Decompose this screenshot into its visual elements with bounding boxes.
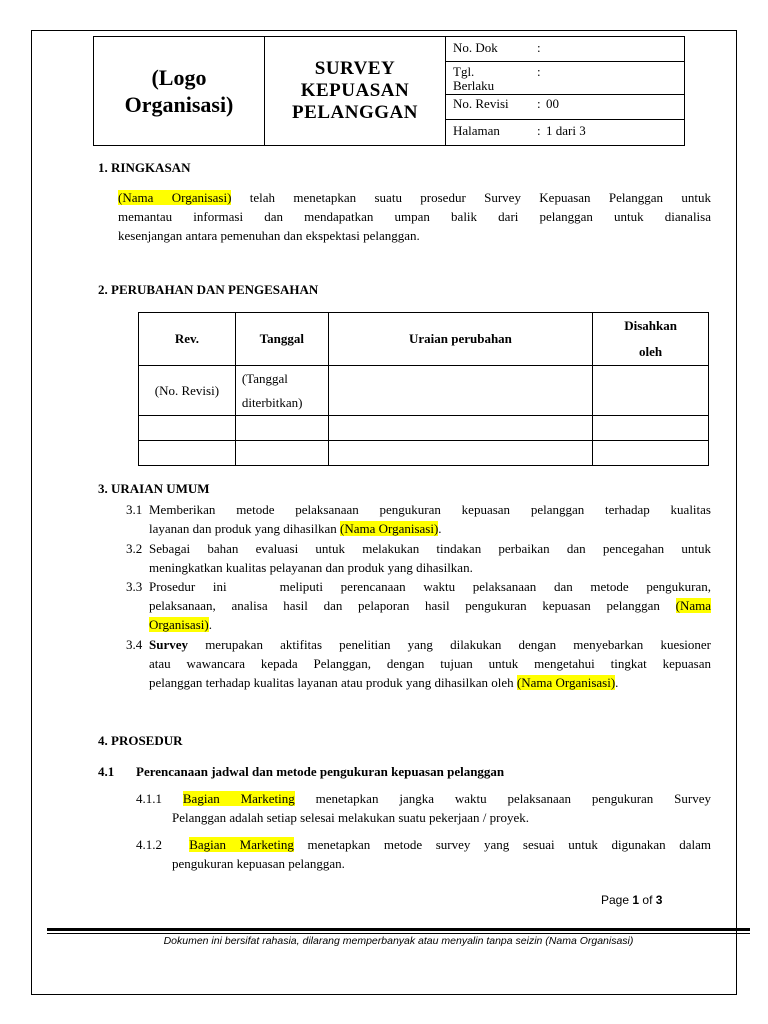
item-text: Prosedur ini meliputi perencanaan waktu pelaksanaan dan metode pengukuran, (149, 579, 711, 594)
highlight-department: Bagian Marketing (182, 791, 295, 806)
cell-empty (139, 416, 236, 441)
meta-value: 1 dari 3 (546, 123, 586, 138)
list-item-3-4 (126, 635, 711, 695)
header-tanggal: Tanggal (235, 313, 328, 366)
section-4-heading: 4. PROSEDUR (98, 733, 183, 748)
table-row (139, 416, 709, 441)
list-item-3-3 (126, 577, 711, 637)
header-disahkan-1: Disahkan (624, 318, 677, 333)
section-3-heading: 3. URAIAN UMUM (98, 481, 210, 496)
document-title (265, 37, 446, 145)
subsection-4-1-number: 4.1 (98, 764, 115, 779)
item-number: 4.1.2 (136, 837, 162, 852)
item-text: Pelanggan adalah setiap selesai melakukan suatu pekerjaan / proyek. (172, 810, 530, 825)
meta-colon: : (537, 96, 541, 111)
cell-empty (139, 441, 236, 466)
highlight-org-name: (Nama (675, 598, 711, 613)
highlight-org-name: (Nama Organisasi) (339, 521, 439, 536)
cell-empty (328, 441, 592, 466)
footer-confidential-note: Dokumen ini bersifat rahasia, dilarang memperbanyak atau menyalin tanpa seizin (Nama Organisasi) (163, 935, 634, 947)
item-number: 3.2 (126, 541, 143, 556)
meta-key: Tgl. (453, 64, 475, 79)
item-number: 3.3 (126, 579, 143, 594)
highlight-org-name: (Nama Organisasi) (118, 190, 232, 205)
meta-tgl-berlaku (446, 62, 684, 95)
cell-empty (593, 416, 709, 441)
item-text: atau wawancara kepada Pelanggan, dengan tujuan untuk mengetahui tingkat kepuasan (149, 656, 711, 671)
list-item-4-1-2 (136, 835, 711, 875)
meta-no-dok (446, 37, 684, 62)
item-text: pelanggan terhadap kualitas layanan atau produk yang dihasilkan oleh (149, 675, 514, 690)
meta-key: Halaman (453, 123, 500, 138)
cell-tanggal-2: diterbitkan) (241, 394, 303, 410)
header-rev: Rev. (139, 313, 236, 366)
item-text: Sebagai bahan evaluasi untuk melakukan tindakan perbaikan dan pencegahan untuk (149, 541, 711, 556)
header-disahkan (593, 313, 709, 366)
item-text: Memberikan metode pelaksanaan pengukuran kepuasan pelanggan terhadap kualitas (149, 502, 711, 517)
cell-empty (235, 416, 328, 441)
item-text: . (615, 675, 619, 690)
page-indicator (601, 893, 662, 907)
meta-key-2: Berlaku (453, 78, 495, 93)
meta-value: 00 (546, 96, 559, 111)
para-text: memantau informasi dan mendapatkan umpan balik dari pelanggan untuk dianalisa (118, 209, 711, 224)
page-of-label: of (642, 893, 653, 907)
item-text: merupakan aktifitas penelitian yang dilakukan dengan menyebarkan kuesioner (205, 637, 711, 652)
cell-tanggal-1: (Tanggal (241, 370, 288, 386)
item-text: menetapkan jangka waktu pelaksanaan pengukuran Survey (315, 791, 711, 806)
item-text: menetapkan metode survey yang sesuai untuk digunakan dalam (307, 837, 712, 852)
cell-tanggal (235, 366, 328, 416)
highlight-org-name: Organisasi) (149, 617, 209, 632)
item-text: meningkatkan kualitas pelayanan dan produk yang dihasilkan. (149, 560, 473, 575)
section-2-heading: 2. PERUBAHAN DAN PENGESAHAN (98, 282, 319, 297)
page-total: 3 (655, 893, 663, 907)
meta-key: No. Revisi (453, 96, 509, 111)
item-text: . (438, 521, 442, 536)
document-header (93, 36, 685, 146)
meta-halaman (446, 120, 684, 145)
footer-rule-thin (47, 933, 750, 934)
highlight-org-name: (Nama Organisasi) (516, 675, 616, 690)
meta-no-revisi (446, 95, 684, 120)
item-bold-term: Survey (149, 637, 188, 652)
page-label: Page (601, 893, 630, 907)
item-number: 3.1 (126, 502, 143, 517)
item-text: layanan dan produk yang dihasilkan (149, 521, 337, 536)
meta-colon: : (537, 64, 541, 79)
subsection-4-1-title: Perencanaan jadwal dan metode pengukuran kepuasan pelanggan (136, 764, 505, 779)
section-1-heading: 1. RINGKASAN (98, 160, 191, 175)
header-uraian: Uraian perubahan (328, 313, 592, 366)
logo-line-1: (Logo (151, 65, 207, 90)
list-item-3-1 (126, 500, 711, 540)
logo-placeholder (94, 37, 265, 145)
item-text: pelaksanaan, analisa hasil dan pelaporan hasil pengukuran kepuasan pelanggan (149, 598, 660, 613)
title-line-2: KEPUASAN (300, 80, 410, 101)
document-meta (446, 37, 684, 145)
title-line-1: SURVEY (314, 58, 396, 79)
revision-table (138, 312, 709, 466)
meta-colon: : (537, 123, 541, 138)
meta-key: No. Dok (453, 40, 498, 55)
header-disahkan-2: oleh (639, 344, 663, 359)
item-number: 4.1.1 (136, 791, 162, 806)
cell-uraian (328, 366, 592, 416)
table-header-row (139, 313, 709, 366)
para-text: telah menetapkan suatu prosedur Survey Kepuasan Pelanggan untuk (249, 190, 711, 205)
item-number: 3.4 (126, 637, 143, 652)
cell-empty (235, 441, 328, 466)
table-row (139, 366, 709, 416)
cell-rev: (No. Revisi) (139, 366, 236, 416)
title-line-3: PELANGGAN (292, 102, 418, 123)
list-item-4-1-1 (136, 789, 711, 829)
table-row (139, 441, 709, 466)
cell-empty (328, 416, 592, 441)
cell-empty (593, 441, 709, 466)
item-text: . (208, 617, 212, 632)
section-1-paragraph (118, 188, 711, 245)
highlight-department: Bagian Marketing (189, 837, 294, 852)
para-text: kesenjangan antara pemenuhan dan ekspektasi pelanggan. (118, 228, 420, 243)
footer-rule-thick (47, 928, 750, 931)
meta-colon: : (537, 40, 541, 55)
logo-line-2: Organisasi) (124, 92, 234, 117)
list-item-3-2 (126, 539, 711, 579)
page-number: 1 (632, 893, 640, 907)
item-text: pengukuran kepuasan pelanggan. (172, 856, 345, 871)
cell-disahkan (593, 366, 709, 416)
